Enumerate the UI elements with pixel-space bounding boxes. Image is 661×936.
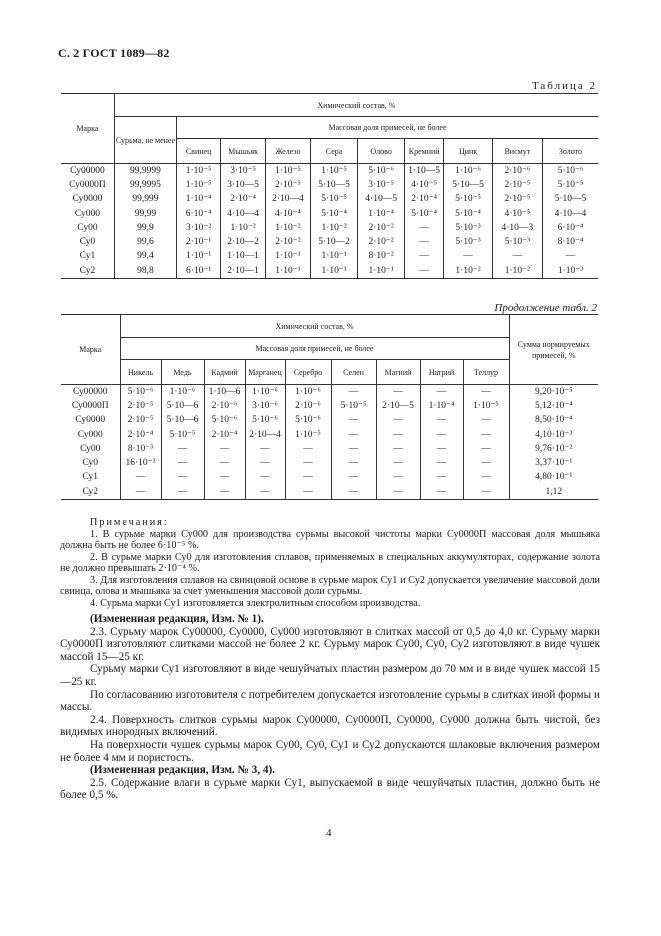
sum-cell: 4,10·10⁻³ [535, 429, 573, 440]
value-cell: — [331, 414, 376, 428]
brand-cell: Су1 [61, 250, 114, 264]
antimony-cell: 98,8 [114, 264, 176, 279]
table-row [61, 485, 598, 500]
value-cell: — [404, 250, 443, 264]
value-cell: 1·10⁻⁴ [177, 193, 221, 207]
table-row [61, 399, 598, 413]
table-body [61, 164, 598, 279]
value-cell: 5·10—5 [554, 194, 587, 205]
value-cell: — [204, 471, 245, 485]
clause-2-4-b: На поверхности чушек сурьмы марок Су00, Су0, Су1 и Су2 допускаются шлаковые включения размером не более 4 мм и пористость. [60, 738, 600, 764]
value-cell: 1·10⁻⁵ [285, 428, 331, 442]
clause-2-3: 2.3. Сурьму марок Су00000, Су0000, Су000 изготовляют в слитках массой от 0,5 до 4,0 кг. Сурьму марки Су0000П изготовляют слитками массой не более 2 кг. Сурьму марок Су00, Су0, Су2 изготовляют в виде чушек массой 15—25 кг. [60, 625, 600, 663]
value-cell: 1·10—6 [204, 385, 245, 400]
value-cell: 3·10—5 [221, 178, 266, 192]
value-cell: — [245, 485, 285, 500]
brand-header: Марка [61, 315, 120, 385]
composition-table [61, 93, 598, 279]
value-cell: — [204, 442, 245, 456]
column-header: Олово [358, 139, 405, 164]
value-cell: 3·10⁻⁵ [358, 178, 405, 192]
value-cell: — [420, 456, 463, 470]
brand-cell: Су1 [61, 471, 120, 485]
value-cell: 1·10⁻⁶ [444, 164, 492, 179]
column-header: Селен [331, 360, 376, 385]
value-cell: 2·10⁻⁴ [221, 193, 266, 207]
value-cell: 2·10⁻⁵ [120, 414, 161, 428]
value-cell: — [463, 428, 509, 442]
table-row [61, 456, 598, 470]
value-cell: 1·10⁻¹ [266, 264, 311, 279]
sum-header: Сумма нормируемых примесей, % [509, 315, 598, 385]
value-cell: 5·10⁻⁵ [331, 399, 376, 413]
column-header: Серебро [285, 360, 331, 385]
value-cell: 1·10⁻¹ [310, 250, 358, 264]
value-cell: 6·10⁻¹ [177, 264, 221, 279]
value-cell: 1·10⁻⁶ [161, 385, 204, 400]
value-cell: — [285, 442, 331, 456]
value-cell: — [161, 471, 204, 485]
composition-header: Химический состав, % [120, 315, 509, 338]
value-cell: 1·10⁻¹ [358, 264, 405, 279]
value-cell: 1·10⁻¹ [266, 250, 311, 264]
value-cell: — [376, 442, 420, 456]
brand-cell: Су0 [61, 235, 114, 249]
table-row [61, 414, 598, 428]
value-cell: 2·10⁻² [266, 235, 311, 249]
value-cell: 1·10⁻² [492, 264, 542, 279]
value-cell: — [120, 471, 161, 485]
column-header: Медь [161, 360, 204, 385]
value-cell: 2·10⁻⁴ [404, 193, 443, 207]
clause-2-5: 2.5. Содержание влаги в сурьме марки Су1, выпускаемой в виде чешуйчатых пластин, должно быть не более 0,5 %. [60, 776, 600, 802]
value-cell: 6·10⁻⁴ [177, 207, 221, 221]
table1-caption: Таблица 2 [531, 80, 597, 92]
sum-cell: 5,12·10⁻⁴ [534, 400, 573, 411]
value-cell: 5·10⁻⁴ [404, 207, 443, 221]
antimony-cell: 99,4 [114, 250, 176, 264]
value-cell: — [331, 485, 376, 500]
value-cell: — [463, 456, 509, 470]
column-header: Сера [310, 139, 358, 164]
value-cell: 5·10⁻⁶ [245, 414, 285, 428]
value-cell: 5·10—6 [161, 399, 204, 413]
table-row [61, 235, 598, 249]
brand-cell: Су0000П [61, 178, 114, 192]
value-cell: 8·10⁻⁴ [557, 237, 584, 248]
column-header: Свинец [177, 139, 221, 164]
brand-cell: Су0000П [61, 399, 120, 413]
antimony-cell: 99,9 [114, 221, 176, 235]
value-cell: — [331, 428, 376, 442]
value-cell: — [376, 414, 420, 428]
value-cell: 1·10⁻⁶ [285, 385, 331, 400]
value-cell: 8·10⁻² [358, 250, 405, 264]
value-cell: 5·10⁻⁶ [120, 385, 161, 400]
value-cell: 3·10⁻² [177, 221, 221, 235]
table-row [61, 250, 598, 264]
value-cell: 2·10—4 [245, 428, 285, 442]
value-cell: 2·10—5 [376, 399, 420, 413]
table-row [61, 207, 598, 221]
brand-cell: Су000 [61, 428, 120, 442]
sum-cell: 9,20·10⁻⁵ [534, 386, 573, 397]
sum-cell: 3,37·10⁻¹ [535, 458, 573, 469]
value-cell: — [331, 456, 376, 470]
value-cell: — [285, 471, 331, 485]
value-cell: 4·10—5 [358, 193, 405, 207]
notes-section [60, 517, 600, 609]
column-header: Теллур [463, 360, 509, 385]
notes-title: Примечания: [90, 517, 169, 528]
brand-header: Марка [61, 94, 114, 164]
table-row [61, 471, 598, 485]
value-cell: 5·10⁻⁵ [161, 428, 204, 442]
value-cell: 4·10—4 [554, 208, 587, 219]
brand-cell: Су0000 [61, 414, 120, 428]
value-cell: — [463, 485, 509, 500]
value-cell: 2·10⁻⁵ [266, 178, 311, 192]
value-cell: — [420, 471, 463, 485]
value-cell: 5·10⁻⁵ [557, 179, 584, 190]
column-header: Кремний [404, 139, 443, 164]
value-cell: 4·10⁻⁵ [492, 207, 542, 221]
value-cell: — [285, 456, 331, 470]
clause-2-4: 2.4. Поверхность слитков сурьмы марок Су00000, Су0000П, Су0000, Су000 должна быть чистой, без видимых инородных включений. [60, 713, 600, 739]
table-row [61, 428, 598, 442]
note-1: 1. В сурьме марки Су000 для производства сурьмы высокой чистоты марки Су0000П массовая доля мышьяка должна быть не более 6·10⁻⁵ %. [60, 528, 600, 551]
value-cell: 2·10—2 [221, 235, 266, 249]
value-cell: 1·10⁻³ [542, 264, 598, 279]
value-cell: 2·10—1 [221, 264, 266, 279]
value-cell: — [331, 471, 376, 485]
value-cell: — [161, 456, 204, 470]
value-cell: — [420, 485, 463, 500]
value-cell: 2·10⁻² [358, 221, 405, 235]
page-header: С. 2 ГОСТ 1089—82 [58, 46, 170, 60]
value-cell: 2·10⁻⁴ [204, 428, 245, 442]
table-body [61, 385, 598, 500]
column-header: Кадмий [204, 360, 245, 385]
value-cell: 5·10⁻⁴ [310, 207, 358, 221]
value-cell: 2·10⁻⁴ [120, 428, 161, 442]
value-cell: 4·10—4 [221, 207, 266, 221]
value-cell: — [245, 456, 285, 470]
value-cell: 5·10⁻⁶ [285, 414, 331, 428]
table-row [61, 164, 598, 179]
impurity-header: Массовая доля примесей, не более [120, 338, 509, 360]
antimony-cell: 99,6 [114, 235, 176, 249]
value-cell: 2·10⁻⁵ [492, 193, 542, 207]
edition-note-1: (Измененная редакция, Изм. № 1). [90, 613, 264, 625]
value-cell: — [404, 235, 443, 249]
brand-cell: Су0 [61, 456, 120, 470]
column-header: Железо [266, 139, 311, 164]
value-cell: 1·10⁻² [266, 221, 311, 235]
value-cell: 1·10—1 [221, 250, 266, 264]
value-cell: 5·10⁻³ [492, 235, 542, 249]
value-cell: 8·10⁻³ [120, 442, 161, 456]
value-cell: 1·10⁻⁵ [463, 399, 509, 413]
composition-header: Химический состав, % [114, 94, 598, 117]
value-cell: 1·10⁻¹ [310, 264, 358, 279]
antimony-header: Сурьма, не менее [114, 117, 176, 164]
value-cell: 5·10⁻⁴ [444, 207, 492, 221]
brand-cell: Су00 [61, 442, 120, 456]
column-header: Цинк [444, 139, 492, 164]
column-header: Висмут [492, 139, 542, 164]
column-header: Магний [376, 360, 420, 385]
value-cell: 3·10⁻⁶ [245, 399, 285, 413]
table2-caption: Продолжение табл. 2 [494, 302, 597, 314]
value-cell: 5·10⁻³ [444, 235, 492, 249]
value-cell: — [245, 442, 285, 456]
value-cell: 1·10⁻⁵ [266, 164, 311, 179]
table-row [61, 385, 598, 400]
value-cell: — [444, 250, 492, 264]
antimony-cell: 99,999 [114, 193, 176, 207]
sum-cell: 9,76·10⁻² [535, 443, 573, 454]
table-row [61, 442, 598, 456]
value-cell: 1·10⁻⁵ [177, 178, 221, 192]
edition-note-2: (Измененная редакция, Изм. № 3, 4). [90, 764, 275, 777]
value-cell: — [376, 385, 420, 400]
brand-cell: Су0000 [61, 193, 114, 207]
body-text [60, 613, 600, 802]
value-cell: — [331, 385, 376, 400]
value-cell: 4·10⁻⁵ [404, 178, 443, 192]
page-number: 4 [326, 827, 332, 839]
value-cell: 2·10⁻⁶ [285, 399, 331, 413]
value-cell: 2·10⁻⁵ [492, 178, 542, 192]
value-cell: — [245, 471, 285, 485]
value-cell: — [285, 485, 331, 500]
value-cell: 4·10⁻⁴ [266, 207, 311, 221]
brand-cell: Су000 [61, 207, 114, 221]
brand-cell: Су00 [61, 221, 114, 235]
note-2: 2. В сурьме марки Су0 для изготовления сплавов, применяемых в специальных аккумуляторах, содержание золота не должно превышать 2·10⁻⁴ %. [60, 551, 600, 574]
clause-2-3-c: По согласованию изготовителя с потребителем допускается изготовление сурьмы в слитках иной формы и массы. [60, 688, 600, 714]
table-row [61, 178, 598, 192]
value-cell: — [565, 251, 576, 262]
brand-cell: Су2 [61, 485, 120, 500]
brand-cell: Су2 [61, 264, 114, 279]
value-cell: — [463, 442, 509, 456]
value-cell: — [161, 442, 204, 456]
column-header: Марганец [245, 360, 285, 385]
value-cell: 6·10⁻⁴ [557, 222, 584, 233]
table-row [61, 193, 598, 207]
value-cell: 4·10—3 [492, 221, 542, 235]
value-cell: 5·10—5 [444, 178, 492, 192]
impurity-header: Массовая доля примесей, не более [177, 117, 598, 139]
value-cell: 2·10—4 [266, 193, 311, 207]
table-row [61, 221, 598, 235]
value-cell: 5·10⁻⁶ [358, 164, 405, 179]
value-cell: 1·10⁻⁵ [177, 164, 221, 179]
value-cell: — [463, 471, 509, 485]
value-cell: — [204, 485, 245, 500]
value-cell: 5·10⁻⁶ [204, 414, 245, 428]
value-cell: — [463, 385, 509, 400]
value-cell: 5·10⁻³ [444, 221, 492, 235]
value-cell: — [404, 221, 443, 235]
value-cell: — [404, 264, 443, 279]
value-cell: 1·10⁻⁴ [358, 207, 405, 221]
value-cell: 1·10⁻² [444, 264, 492, 279]
clause-2-3-b: Сурьму марки Су1 изготовляют в виде чешуйчатых пластин размером до 70 мм и в виде чушек массой 15—25 кг. [60, 663, 600, 688]
value-cell: — [204, 456, 245, 470]
value-cell: 2·10⁻¹ [177, 235, 221, 249]
brand-cell: Су00000 [61, 164, 114, 179]
value-cell: 5·10—2 [310, 235, 358, 249]
column-header: Никель [120, 360, 161, 385]
column-header: Золото [542, 139, 598, 164]
sum-cell: 8,50·10⁻⁴ [534, 415, 573, 426]
value-cell: 1·10⁻⁵ [310, 164, 358, 179]
value-cell: 5·10—5 [310, 178, 358, 192]
column-header: Натрий [420, 360, 463, 385]
value-cell: 16·10⁻³ [120, 456, 161, 470]
value-cell: — [492, 250, 542, 264]
value-cell: — [376, 485, 420, 500]
value-cell: 2·10⁻⁶ [204, 399, 245, 413]
value-cell: — [161, 485, 204, 500]
value-cell: 3·10⁻⁵ [221, 164, 266, 179]
sum-cell: 4,80·10⁻¹ [535, 472, 573, 483]
value-cell: 5·10—6 [161, 414, 204, 428]
value-cell: — [420, 442, 463, 456]
value-cell: 1·10⁻⁶ [245, 385, 285, 400]
value-cell: — [376, 471, 420, 485]
column-header: Мышьяк [221, 139, 266, 164]
composition-table-continued [61, 314, 598, 500]
value-cell: — [376, 456, 420, 470]
value-cell: 1·10⁻² [310, 221, 358, 235]
sum-cell: 1,12 [509, 485, 598, 500]
value-cell: — [331, 442, 376, 456]
value-cell: 5·10⁻⁶ [557, 165, 584, 176]
value-cell: 5·10⁻⁵ [310, 193, 358, 207]
value-cell: 1·10⁻¹ [177, 250, 221, 264]
antimony-cell: 99,9999 [114, 164, 176, 179]
value-cell: 5·10⁻⁵ [444, 193, 492, 207]
note-3: 3. Для изготовления сплавов на свинцовой основе в сурьме марок Су1 и Су2 допускается увеличение массовой доли свинца, олова и мышьяка за счет уменьшения массовой доли сурьмы. [60, 574, 600, 597]
value-cell: — [420, 385, 463, 400]
brand-cell: Су00000 [61, 385, 120, 400]
table-row [61, 264, 598, 279]
value-cell: 1·10—5 [404, 164, 443, 179]
value-cell: — [120, 485, 161, 500]
value-cell: — [376, 428, 420, 442]
value-cell: — [420, 428, 463, 442]
value-cell: — [420, 414, 463, 428]
value-cell: — [463, 414, 509, 428]
value-cell: 2·10⁻⁵ [120, 399, 161, 413]
note-4: 4. Сурьма марки Су1 изготовляется электролитным способом производства. [90, 597, 421, 609]
value-cell: 2·10⁻² [358, 235, 405, 249]
antimony-cell: 99,9995 [114, 178, 176, 192]
value-cell: 1·10⁻² [221, 221, 266, 235]
value-cell: 2·10⁻⁶ [492, 164, 542, 179]
value-cell: 1·10⁻⁴ [420, 399, 463, 413]
antimony-cell: 99,99 [114, 207, 176, 221]
